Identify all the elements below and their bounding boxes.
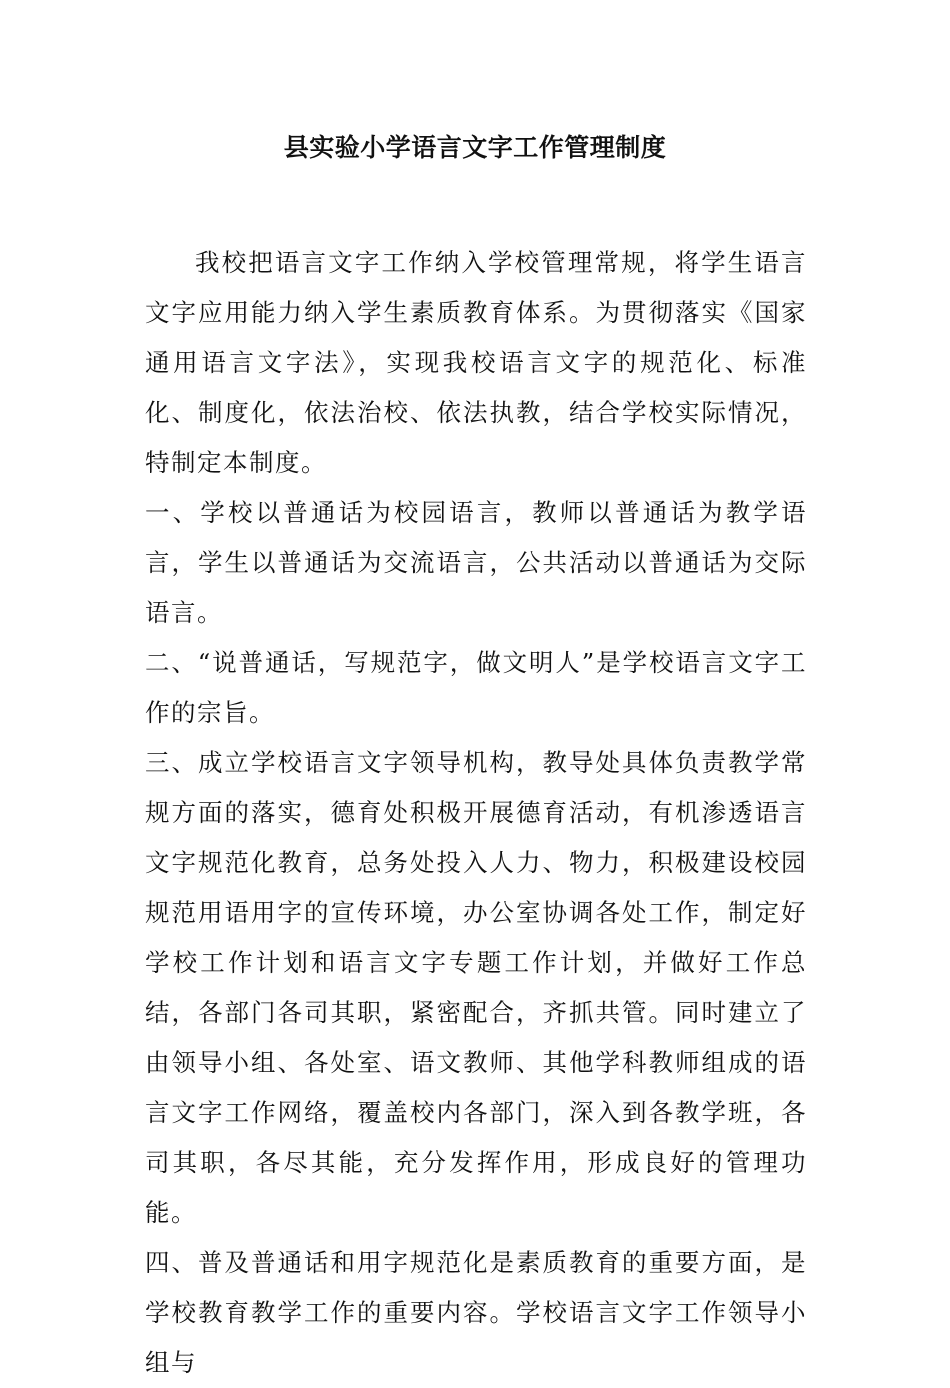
document-title: 县实验小学语言文字工作管理制度: [283, 133, 667, 162]
document-body: [145, 238, 807, 1388]
paragraph-item-1: 一、学校以普通话为校园语言，教师以普通话为教学语言，学生以普通话为交流语言，公共活动以普通话为交际语言。: [145, 498, 807, 627]
paragraph-intro: 我校把语言文字工作纳入学校管理常规，将学生语言文字应用能力纳入学生素质教育体系。为贯彻落实《国家通用语言文字法》，实现我校语言文字的规范化、标准化、制度化，依法治校、依法执教，结合学校实际情况，特制定本制度。: [145, 248, 807, 477]
paragraph-item-2: 二、“说普通话，写规范字，做文明人”是学校语言文字工作的宗旨。: [145, 648, 807, 727]
paragraph-item-4: 四、普及普通话和用字规范化是素质教育的重要方面，是学校教育教学工作的重要内容。学校语言文字工作领导小组与: [145, 1248, 807, 1377]
paragraph-item-3: 三、成立学校语言文字领导机构，教导处具体负责教学常规方面的落实，德育处积极开展德育活动，有机渗透语言文字规范化教育，总务处投入人力、物力，积极建设校园规范用语用字的宣传环境，办公室协调各处工作，制定好学校工作计划和语言文字专题工作计划，并做好工作总结，各部门各司其职，紧密配合，齐抓共管。同时建立了由领导小组、各处室、语文教师、其他学科教师组成的语言文字工作网络，覆盖校内各部门，深入到各教学班，各司其职，各尽其能，充分发挥作用，形成良好的管理功能。: [145, 748, 807, 1227]
